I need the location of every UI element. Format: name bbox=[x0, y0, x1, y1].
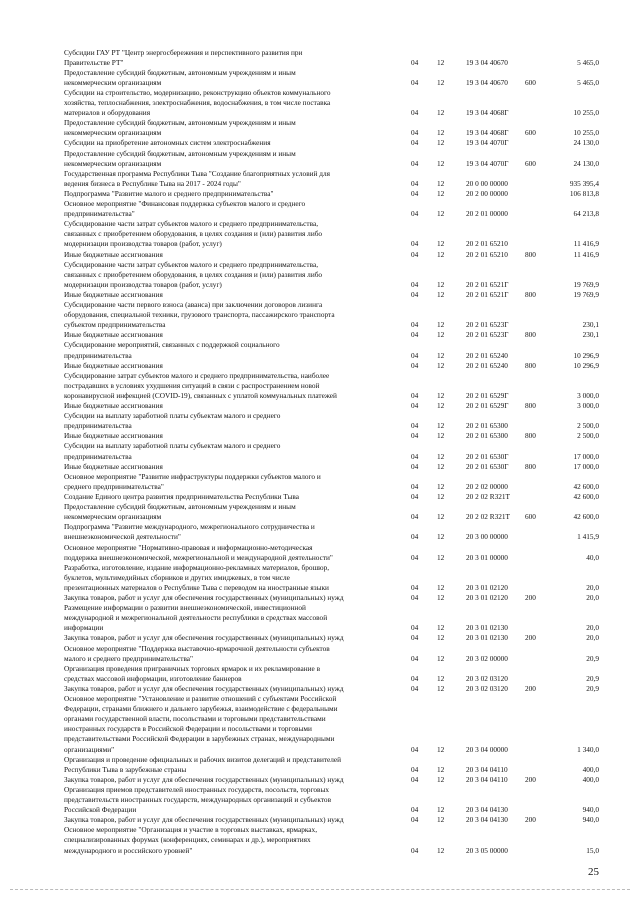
row-text: коронавирусной инфекцией (COVID-19), связанных с уплатой коммунальных платежей bbox=[64, 390, 337, 400]
expense-type-code: 600 bbox=[525, 512, 536, 522]
amount: 20,9 bbox=[586, 683, 599, 693]
row-text: Организация и проведение официальных и рабочих визитов делегаций и представителей bbox=[64, 754, 342, 764]
subsection-code: 12 bbox=[437, 582, 445, 592]
expense-type-code: 200 bbox=[525, 815, 536, 825]
section-code: 04 bbox=[411, 805, 419, 815]
row-text: Субсидирование части первого взноса (аванса) при заключении договоров лизинга bbox=[64, 300, 323, 309]
row-text: информации bbox=[64, 623, 104, 633]
section-code: 04 bbox=[411, 683, 419, 693]
amount: 400,0 bbox=[582, 764, 599, 774]
expense-type-code: 800 bbox=[525, 289, 536, 299]
row-text: Организация приемов представителей иностранных государств, посольств, торговых bbox=[64, 784, 330, 794]
subsection-code: 12 bbox=[437, 57, 445, 67]
target-article-code: 20 2 01 6529Г bbox=[466, 401, 509, 410]
target-article-code: 20 2 01 6523Г bbox=[466, 320, 509, 330]
section-code: 04 bbox=[411, 249, 419, 259]
section-code: 04 bbox=[411, 350, 419, 360]
row-text: хозяйства, теплоснабжения, электроснабжения, водоснабжения, в том числе поставка bbox=[64, 98, 331, 107]
target-article-code: 20 2 01 6521Г bbox=[466, 289, 509, 299]
section-code: 04 bbox=[411, 512, 419, 522]
subsection-code: 12 bbox=[437, 330, 445, 340]
subsection-code: 12 bbox=[437, 249, 445, 259]
amount: 20,0 bbox=[586, 593, 599, 602]
section-code: 04 bbox=[411, 461, 419, 471]
row-text: представительствами Российской Федерации в зарубежных странах, международными bbox=[64, 734, 335, 744]
row-text: внешнеэкономической деятельности" bbox=[64, 532, 181, 542]
subsection-code: 12 bbox=[437, 764, 445, 774]
subsection-code: 12 bbox=[437, 492, 445, 501]
row-text: Основное мероприятие "Установление и развитие отношений с субъектами Российской bbox=[64, 694, 337, 703]
subsection-code: 12 bbox=[437, 289, 445, 299]
row-text: Подпрограмма "Развитие международного, межрегионального сотрудничества и bbox=[64, 522, 315, 532]
amount: 20,0 bbox=[586, 623, 599, 633]
amount: 20,0 bbox=[586, 633, 599, 643]
section-code: 04 bbox=[411, 239, 419, 249]
expense-type-code: 800 bbox=[525, 330, 536, 340]
row-text: Основное мероприятие "Поддержка выставочно-ярмарочной деятельности субъектов bbox=[64, 643, 330, 653]
section-code: 04 bbox=[411, 532, 419, 542]
section-code: 04 bbox=[411, 744, 419, 754]
amount: 940,0 bbox=[582, 815, 599, 825]
target-article-code: 20 2 01 65240 bbox=[466, 360, 508, 370]
amount: 19 769,9 bbox=[573, 279, 599, 289]
row-text: Субсидирование мероприятий, связанных с поддержкой социального bbox=[64, 340, 280, 350]
target-article-code: 20 2 01 6523Г bbox=[466, 330, 509, 340]
row-text: ведения бизнеса в Республике Тыва на 2017 - 2024 годы" bbox=[64, 178, 241, 188]
row-text: Закупка товаров, работ и услуг для обеспечения государственных (муниципальных) нужд bbox=[64, 774, 344, 784]
target-article-code: 20 2 00 00000 bbox=[466, 188, 508, 198]
amount: 17 000,0 bbox=[573, 461, 599, 471]
subsection-code: 12 bbox=[437, 279, 445, 289]
row-text: модернизации производства товаров (работ, услуг) bbox=[64, 279, 222, 289]
amount: 40,0 bbox=[586, 552, 599, 562]
row-text: пострадавших в условиях ухудшения ситуаций в связи с распространением новой bbox=[64, 380, 320, 390]
row-text: Создание Единого центра развития предпринимательства Республики Тыва bbox=[64, 492, 299, 501]
amount: 3 000,0 bbox=[577, 390, 599, 400]
row-text: Субсидирование части затрат субъектов малого и среднего предпринимательства, bbox=[64, 259, 319, 269]
section-code: 04 bbox=[411, 128, 419, 138]
section-code: 04 bbox=[411, 552, 419, 562]
expense-type-code: 600 bbox=[525, 158, 536, 168]
row-text: органами государственной власти, посольствами и торговыми представительствами bbox=[64, 714, 326, 724]
target-article-code: 20 2 01 6530Г bbox=[466, 451, 509, 461]
row-text: Закупка товаров, работ и услуг для обеспечения государственных (муниципальных) нужд bbox=[64, 593, 344, 602]
subsection-code: 12 bbox=[437, 209, 445, 219]
target-article-code: 20 3 01 02130 bbox=[466, 633, 508, 643]
section-code: 04 bbox=[411, 390, 419, 400]
row-text: организациями" bbox=[64, 744, 115, 754]
row-text: Основное мероприятие "Организация и участие в торговых выставках, ярмарках, bbox=[64, 825, 318, 835]
amount: 42 600,0 bbox=[573, 492, 599, 501]
amount: 15,0 bbox=[586, 845, 599, 855]
subsection-code: 12 bbox=[437, 108, 445, 118]
amount: 935 395,4 bbox=[569, 178, 599, 188]
amount: 2 500,0 bbox=[577, 421, 599, 431]
row-text: оборудования, специальной техники, грузового транспорта, пассажирского транспорта bbox=[64, 310, 335, 320]
expense-type-code: 200 bbox=[525, 683, 536, 693]
section-code: 04 bbox=[411, 289, 419, 299]
expense-type-code: 800 bbox=[525, 249, 536, 259]
subsection-code: 12 bbox=[437, 744, 445, 754]
row-text: предпринимательства bbox=[64, 451, 132, 461]
section-code: 04 bbox=[411, 209, 419, 219]
target-article-code: 20 2 01 65300 bbox=[466, 421, 508, 431]
row-text: Иные бюджетные ассигнования bbox=[64, 249, 163, 259]
subsection-code: 12 bbox=[437, 845, 445, 855]
section-code: 04 bbox=[411, 845, 419, 855]
target-article-code: 20 3 02 03120 bbox=[466, 683, 508, 693]
amount: 10 296,9 bbox=[573, 350, 599, 360]
row-text: иностранных государств в Российской Федерации и посольствами и торговыми bbox=[64, 724, 312, 734]
row-text: Закупка товаров, работ и услуг для обеспечения государственных (муниципальных) нужд bbox=[64, 815, 344, 825]
amount: 3 000,0 bbox=[577, 401, 599, 410]
expense-type-code: 600 bbox=[525, 128, 536, 138]
row-text: Правительстве РТ" bbox=[64, 57, 124, 67]
subsection-code: 12 bbox=[437, 673, 445, 683]
row-text: Иные бюджетные ассигнования bbox=[64, 431, 163, 441]
target-article-code: 19 3 04 40670 bbox=[466, 57, 508, 67]
subsection-code: 12 bbox=[437, 532, 445, 542]
target-article-code: 20 2 01 65300 bbox=[466, 431, 508, 441]
subsection-code: 12 bbox=[437, 815, 445, 825]
section-code: 04 bbox=[411, 481, 419, 491]
section-code: 04 bbox=[411, 633, 419, 643]
row-text: Иные бюджетные ассигнования bbox=[64, 401, 163, 410]
target-article-code: 20 0 00 00000 bbox=[466, 178, 508, 188]
section-code: 04 bbox=[411, 431, 419, 441]
row-text: Основное мероприятие "Финансовая поддержка субъектов малого и среднего bbox=[64, 199, 306, 208]
amount: 20,9 bbox=[586, 653, 599, 663]
section-code: 04 bbox=[411, 815, 419, 825]
amount: 230,1 bbox=[582, 330, 599, 340]
row-text: презентационных материалов о Республике Тыва с переводом на иностранные языки bbox=[64, 582, 329, 592]
subsection-code: 12 bbox=[437, 431, 445, 441]
row-text: связанных с приобретением оборудования, в целях создания и (или) развития либо bbox=[64, 229, 323, 239]
amount: 1 340,0 bbox=[577, 744, 599, 754]
target-article-code: 20 2 01 6521Г bbox=[466, 279, 509, 289]
section-code: 04 bbox=[411, 673, 419, 683]
amount: 17 000,0 bbox=[573, 451, 599, 461]
row-text: Предоставление субсидий бюджетным, автономным учреждениям и иным bbox=[64, 502, 296, 512]
expense-type-code: 600 bbox=[525, 77, 536, 87]
subsection-code: 12 bbox=[437, 512, 445, 522]
section-code: 04 bbox=[411, 451, 419, 461]
page-number: 25 bbox=[588, 866, 599, 878]
section-code: 04 bbox=[411, 108, 419, 118]
row-text: Предоставление субсидий бюджетным, автономным учреждениям и иным bbox=[64, 67, 296, 77]
amount: 106 813,8 bbox=[569, 188, 599, 198]
subsection-code: 12 bbox=[437, 350, 445, 360]
target-article-code: 20 3 05 00000 bbox=[466, 845, 508, 855]
target-article-code: 20 3 02 00000 bbox=[466, 653, 508, 663]
target-article-code: 20 2 01 65240 bbox=[466, 350, 508, 360]
target-article-code: 20 2 01 00000 bbox=[466, 209, 508, 219]
row-text: Федерации, странами ближнего и дальнего зарубежья, взаимодействие с федеральными bbox=[64, 704, 338, 714]
subsection-code: 12 bbox=[437, 188, 445, 198]
row-text: международной и межрегиональной деятельности республики в средствах массовой bbox=[64, 613, 328, 623]
target-article-code: 20 3 04 04130 bbox=[466, 815, 508, 825]
target-article-code: 20 3 01 02120 bbox=[466, 593, 508, 602]
row-text: предпринимательства bbox=[64, 421, 132, 431]
amount: 42 600,0 bbox=[573, 512, 599, 522]
section-code: 04 bbox=[411, 279, 419, 289]
amount: 1 415,9 bbox=[577, 532, 599, 542]
section-code: 04 bbox=[411, 178, 419, 188]
amount: 10 296,9 bbox=[573, 360, 599, 370]
row-text: средствах массовой информации, изготовление баннеров bbox=[64, 673, 242, 683]
section-code: 04 bbox=[411, 623, 419, 633]
target-article-code: 20 2 02 R321T bbox=[466, 512, 510, 522]
row-text: Закупка товаров, работ и услуг для обеспечения государственных (муниципальных) нужд bbox=[64, 633, 344, 643]
row-text: Размещение информации о развитии внешнеэкономической, инвестиционной bbox=[64, 603, 306, 613]
row-text: некоммерческим организациям bbox=[64, 77, 162, 87]
subsection-code: 12 bbox=[437, 805, 445, 815]
amount: 64 213,8 bbox=[573, 209, 599, 219]
amount: 10 255,0 bbox=[573, 108, 599, 118]
row-text: специализированных форумах (конференциях, семинарах и др.), мероприятиях bbox=[64, 835, 311, 845]
subsection-code: 12 bbox=[437, 633, 445, 643]
row-text: малого и среднего предпринимательства" bbox=[64, 653, 194, 663]
row-text: Иные бюджетные ассигнования bbox=[64, 360, 163, 370]
row-text: Субсидии ГАУ РТ "Центр энергосбережения и перспективного развития при bbox=[64, 47, 303, 57]
subsection-code: 12 bbox=[437, 552, 445, 562]
target-article-code: 20 3 04 04110 bbox=[466, 774, 508, 784]
amount: 42 600,0 bbox=[573, 481, 599, 491]
section-code: 04 bbox=[411, 421, 419, 431]
subsection-code: 12 bbox=[437, 401, 445, 410]
target-article-code: 20 2 01 6529Г bbox=[466, 390, 509, 400]
section-code: 04 bbox=[411, 330, 419, 340]
target-article-code: 20 3 02 03120 bbox=[466, 673, 508, 683]
target-article-code: 20 2 02 R321T bbox=[466, 492, 510, 501]
row-text: Иные бюджетные ассигнования bbox=[64, 461, 163, 471]
target-article-code: 20 2 01 65210 bbox=[466, 239, 508, 249]
row-text: Республики Тыва в зарубежные страны bbox=[64, 764, 187, 774]
subsection-code: 12 bbox=[437, 653, 445, 663]
section-code: 04 bbox=[411, 582, 419, 592]
subsection-code: 12 bbox=[437, 774, 445, 784]
section-code: 04 bbox=[411, 593, 419, 602]
expense-type-code: 800 bbox=[525, 360, 536, 370]
row-text: Предоставление субсидий бюджетным, автономным учреждениям и иным bbox=[64, 118, 296, 128]
target-article-code: 20 3 01 02120 bbox=[466, 582, 508, 592]
target-article-code: 20 3 04 00000 bbox=[466, 744, 508, 754]
row-text: некоммерческим организациям bbox=[64, 512, 162, 522]
subsection-code: 12 bbox=[437, 593, 445, 602]
target-article-code: 20 2 01 65210 bbox=[466, 249, 508, 259]
row-text: предпринимательства bbox=[64, 350, 132, 360]
row-text: субъектом предпринимательства bbox=[64, 320, 166, 330]
expense-type-code: 200 bbox=[525, 633, 536, 643]
amount: 5 465,0 bbox=[577, 77, 599, 87]
amount: 400,0 bbox=[582, 774, 599, 784]
expense-type-code: 200 bbox=[525, 593, 536, 602]
subsection-code: 12 bbox=[437, 138, 445, 148]
subsection-code: 12 bbox=[437, 360, 445, 370]
amount: 5 465,0 bbox=[577, 57, 599, 67]
section-code: 04 bbox=[411, 320, 419, 330]
row-text: Российской Федерации bbox=[64, 805, 137, 815]
amount: 11 416,9 bbox=[573, 239, 599, 249]
subsection-code: 12 bbox=[437, 77, 445, 87]
subsection-code: 12 bbox=[437, 158, 445, 168]
subsection-code: 12 bbox=[437, 421, 445, 431]
target-article-code: 19 3 04 40670 bbox=[466, 77, 508, 87]
amount: 20,0 bbox=[586, 582, 599, 592]
target-article-code: 20 2 01 6530Г bbox=[466, 461, 509, 471]
amount: 2 500,0 bbox=[577, 431, 599, 441]
subsection-code: 12 bbox=[437, 178, 445, 188]
row-text: Организация проведения приграничных торговых ярмарок и их рекламирование в bbox=[64, 663, 321, 673]
subsection-code: 12 bbox=[437, 623, 445, 633]
amount: 10 255,0 bbox=[573, 128, 599, 138]
section-code: 04 bbox=[411, 57, 419, 67]
amount: 940,0 bbox=[582, 805, 599, 815]
row-text: буклетов, мультимедийных сборников и других имиджевых, в том числе bbox=[64, 572, 290, 582]
section-code: 04 bbox=[411, 158, 419, 168]
row-text: некоммерческим организациям bbox=[64, 158, 162, 168]
row-text: Субсидирование затрат субъектов малого и среднего предпринимательства, наиболее bbox=[64, 370, 330, 380]
row-text: связанных с приобретением оборудования, в целях создания и (или) развития либо bbox=[64, 269, 323, 279]
subsection-code: 12 bbox=[437, 128, 445, 138]
row-text: среднего предпринимательства" bbox=[64, 481, 164, 491]
scan-edge-divider bbox=[10, 889, 630, 890]
row-text: Иные бюджетные ассигнования bbox=[64, 330, 163, 340]
section-code: 04 bbox=[411, 764, 419, 774]
expense-type-code: 800 bbox=[525, 431, 536, 441]
row-text: материалов и оборудования bbox=[64, 108, 151, 118]
row-text: Предоставление субсидий бюджетным, автономным учреждениям и иным bbox=[64, 148, 296, 158]
section-code: 04 bbox=[411, 360, 419, 370]
amount: 20,9 bbox=[586, 673, 599, 683]
subsection-code: 12 bbox=[437, 390, 445, 400]
section-code: 04 bbox=[411, 653, 419, 663]
row-text: Закупка товаров, работ и услуг для обеспечения государственных (муниципальных) нужд bbox=[64, 683, 344, 693]
subsection-code: 12 bbox=[437, 239, 445, 249]
target-article-code: 19 3 04 4068Г bbox=[466, 128, 509, 138]
expense-type-code: 800 bbox=[525, 461, 536, 471]
subsection-code: 12 bbox=[437, 320, 445, 330]
target-article-code: 20 3 04 04110 bbox=[466, 764, 508, 774]
row-text: Основное мероприятие "Развитие инфраструктуры поддержки субъектов малого и bbox=[64, 471, 321, 481]
amount: 24 130,0 bbox=[573, 158, 599, 168]
section-code: 04 bbox=[411, 77, 419, 87]
subsection-code: 12 bbox=[437, 683, 445, 693]
section-code: 04 bbox=[411, 774, 419, 784]
target-article-code: 19 3 04 4070Г bbox=[466, 158, 509, 168]
row-text: модернизации производства товаров (работ, услуг) bbox=[64, 239, 222, 249]
amount: 11 416,9 bbox=[573, 249, 599, 259]
target-article-code: 19 3 04 4068Г bbox=[466, 108, 509, 118]
row-text: Иные бюджетные ассигнования bbox=[64, 289, 163, 299]
target-article-code: 20 3 04 04130 bbox=[466, 805, 508, 815]
row-text: представительств иностранных государств, международных организаций и субъектов bbox=[64, 795, 332, 804]
amount: 230,1 bbox=[582, 320, 599, 330]
row-text: Субсидии на приобретение автономных систем электроснабжения bbox=[64, 138, 271, 148]
section-code: 04 bbox=[411, 401, 419, 410]
row-text: Субсидии на строительство, модернизацию, реконструкцию объектов коммунального bbox=[64, 87, 331, 97]
subsection-code: 12 bbox=[437, 461, 445, 471]
row-text: Субсидии на выплату заработной платы субъектам малого и среднего bbox=[64, 411, 281, 421]
section-code: 04 bbox=[411, 188, 419, 198]
row-text: предпринимательства" bbox=[64, 209, 135, 219]
row-text: Подпрограмма "Развитие малого и среднего предпринимательства" bbox=[64, 188, 274, 198]
row-text: Государственная программа Республики Тыва "Создание благоприятных условий для bbox=[64, 168, 330, 178]
section-code: 04 bbox=[411, 492, 419, 501]
subsection-code: 12 bbox=[437, 481, 445, 491]
target-article-code: 20 3 01 02130 bbox=[466, 623, 508, 633]
amount: 19 769,9 bbox=[573, 289, 599, 299]
expense-type-code: 200 bbox=[525, 774, 536, 784]
row-text: международного и российского уровней" bbox=[64, 845, 193, 855]
section-code: 04 bbox=[411, 138, 419, 148]
row-text: поддержка внешнеэкономической, межрегиональной и международной деятельности" bbox=[64, 552, 333, 562]
row-text: Субсидирование части затрат субъектов малого и среднего предпринимательства, bbox=[64, 219, 319, 229]
expense-type-code: 800 bbox=[525, 401, 536, 410]
target-article-code: 20 3 01 00000 bbox=[466, 552, 508, 562]
amount: 24 130,0 bbox=[573, 138, 599, 148]
row-text: Основное мероприятие "Нормативно-правовая и информационно-методическая bbox=[64, 542, 313, 552]
target-article-code: 20 3 00 00000 bbox=[466, 532, 508, 542]
row-text: некоммерческим организациям bbox=[64, 128, 162, 138]
subsection-code: 12 bbox=[437, 451, 445, 461]
target-article-code: 19 3 04 4070Г bbox=[466, 138, 509, 148]
row-text: Разработка, изготовление, издание информационно-рекламных материалов, брошюр, bbox=[64, 562, 330, 572]
row-text: Субсидии на выплату заработной платы субъектам малого и среднего bbox=[64, 441, 281, 451]
target-article-code: 20 2 02 00000 bbox=[466, 481, 508, 491]
